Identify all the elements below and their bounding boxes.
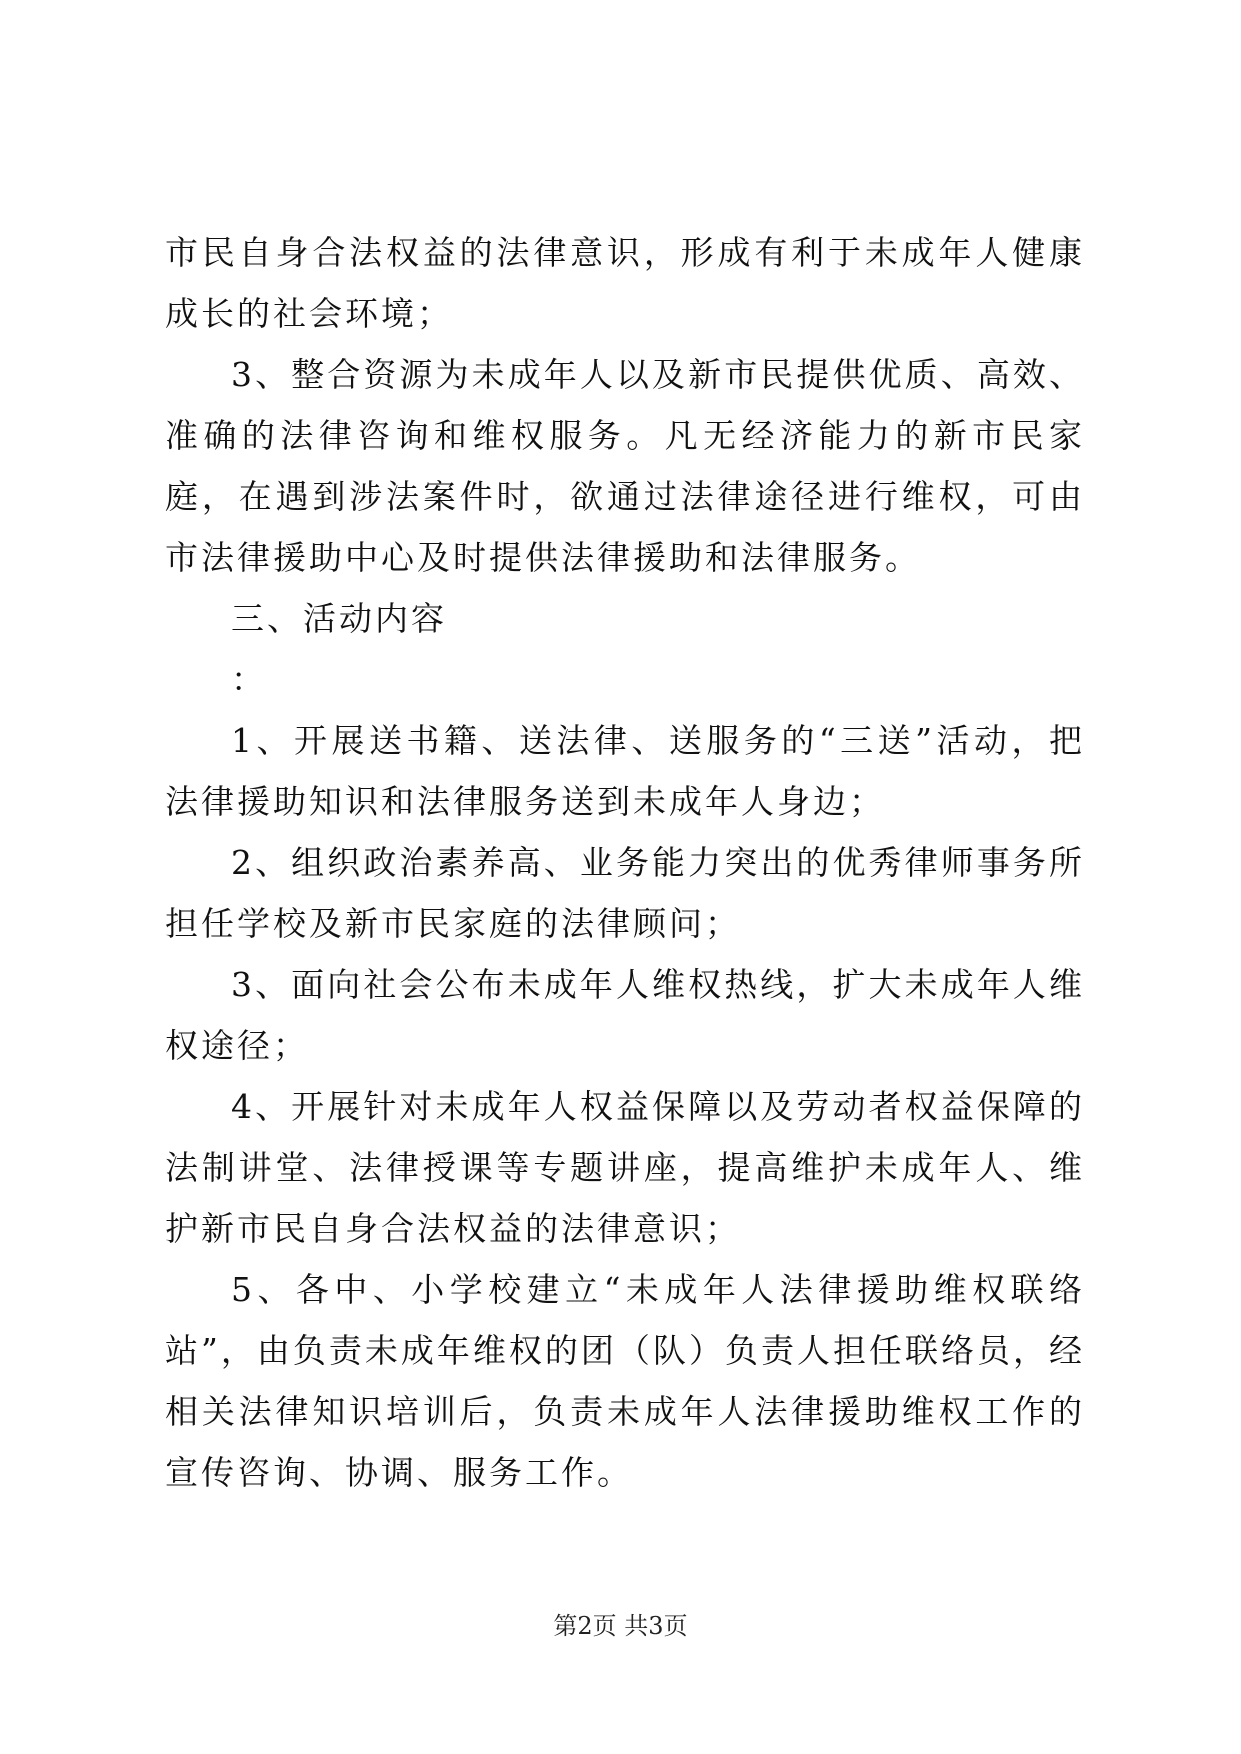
paragraph-item-5: 5、各中、小学校建立“未成年人法律援助维权联络站”，由负责未成年维权的团（队）负责人担任联络员，经相关法律知识培训后，负责未成年人法律援助维权工作的宣传咨询、协调、服务工作。 <box>165 1270 1085 1492</box>
page-number-footer: 第2页 共3页 <box>553 1612 688 1640</box>
paragraph-item-3-hotline: 3、面向社会公布未成年人维权热线，扩大未成年人维权途径； <box>165 965 1085 1065</box>
section-heading-activity-content: 三、活动内容 <box>231 599 447 638</box>
document-body <box>165 222 1085 1503</box>
paragraph-colon: ： <box>231 660 267 699</box>
paragraph-item-3-resources: 3、整合资源为未成年人以及新市民提供优质、高效、准确的法律咨询和维权服务。凡无经济能力的新市民家庭，在遇到涉法案件时，欲通过法律途径进行维权，可由市法律援助中心及时提供法律援助和法律服务。 <box>165 355 1085 577</box>
paragraph-item-4: 4、开展针对未成年人权益保障以及劳动者权益保障的法制讲堂、法律授课等专题讲座，提高维护未成年人、维护新市民自身合法权益的法律意识； <box>165 1087 1085 1248</box>
paragraph-item-1: 1、开展送书籍、送法律、送服务的“三送”活动，把法律援助知识和法律服务送到未成年人身边； <box>165 721 1085 821</box>
paragraph-continued: 市民自身合法权益的法律意识，形成有利于未成年人健康成长的社会环境； <box>165 233 1085 333</box>
paragraph-item-2: 2、组织政治素养高、业务能力突出的优秀律师事务所担任学校及新市民家庭的法律顾问； <box>165 843 1085 943</box>
